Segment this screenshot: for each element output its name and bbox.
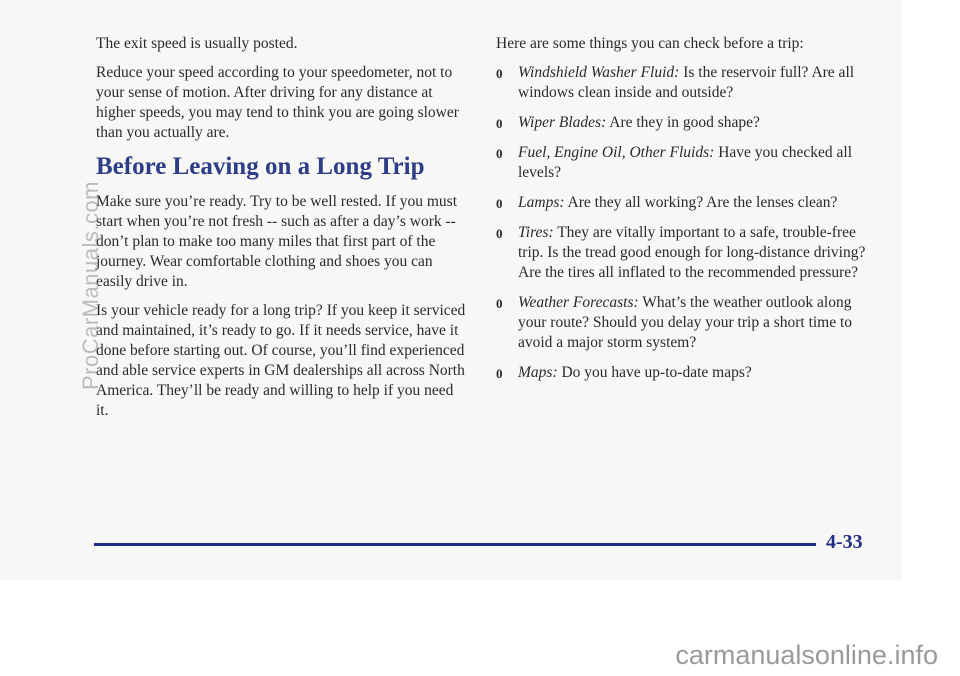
paragraph-exit-speed: The exit speed is usually posted. <box>96 35 298 52</box>
item-term: Lamps: <box>518 194 565 211</box>
paragraph-vehicle-ready: Is your vehicle ready for a long trip? If you keep it serviced and maintained, it’s ready to go. If it needs service, have it done before starting out. Of course, you’ll find experienced and able service experts in GM dealerships all across North America. They’ll be ready and willing to help if you need it. <box>96 302 466 419</box>
item-term: Maps: <box>518 364 558 381</box>
item-text: Are they in good shape? <box>606 114 760 131</box>
bullet-icon: 0 <box>496 66 503 81</box>
bullet-icon: 0 <box>496 196 503 211</box>
page-number: 4-33 <box>826 531 863 553</box>
left-column <box>96 34 466 430</box>
item-text: Are they all working? Are the lenses clean? <box>564 194 838 211</box>
section-heading: Before Leaving on a Long Trip <box>96 153 425 180</box>
item-term: Fuel, Engine Oil, Other Fluids: <box>518 144 715 161</box>
item-term: Weather Forecasts: <box>518 294 639 311</box>
bullet-icon: 0 <box>496 146 503 161</box>
list-item <box>496 113 876 133</box>
item-text: What’s the weather outlook along your route? Should you delay your trip a short time to avoid a major storm system? <box>518 294 853 351</box>
bullet-icon: 0 <box>496 226 503 241</box>
bullet-icon: 0 <box>496 116 503 131</box>
side-watermark <box>58 140 118 400</box>
list-item <box>496 193 876 213</box>
side-watermark-text: ProCarManuals.com <box>78 180 103 390</box>
item-term: Wiper Blades: <box>518 114 607 131</box>
item-text: They are vitally important to a safe, trouble-free trip. Is the tread good enough for long-distance driving? Are the tires all inflated to the recommended pressure? <box>518 224 866 281</box>
list-item <box>496 223 876 283</box>
item-text: Do you have up-to-date maps? <box>557 364 752 381</box>
bottom-watermark <box>0 640 960 671</box>
list-item <box>496 363 876 383</box>
bottom-watermark-text: carmanualsonline.info <box>675 640 938 670</box>
item-text: Is the reservoir full? Are all windows clean inside and outside? <box>518 64 855 101</box>
list-item <box>496 63 876 103</box>
list-item <box>496 293 876 353</box>
paragraph-be-ready: Make sure you’re ready. Try to be well rested. If you must start when you’re not fresh -- such as after a day’s work -- don’t plan to make too many miles that first part of the journey. Wear comfortable clothing and shoes you can easily drive in. <box>96 193 458 290</box>
bullet-icon: 0 <box>496 296 503 311</box>
list-item <box>496 143 876 183</box>
paragraph-speedometer: Reduce your speed according to your speedometer, not to your sense of motion. After driving for any distance at higher speeds, you may tend to think you are going slower than you actually are. <box>96 64 459 141</box>
footer-rule <box>94 543 816 546</box>
checklist-intro: Here are some things you can check before a trip: <box>496 35 804 52</box>
item-text: Have you checked all levels? <box>518 144 853 181</box>
item-term: Tires: <box>518 224 554 241</box>
right-column <box>496 34 876 393</box>
bullet-icon: 0 <box>496 366 503 381</box>
item-term: Windshield Washer Fluid: <box>518 64 680 81</box>
checklist <box>496 63 876 383</box>
